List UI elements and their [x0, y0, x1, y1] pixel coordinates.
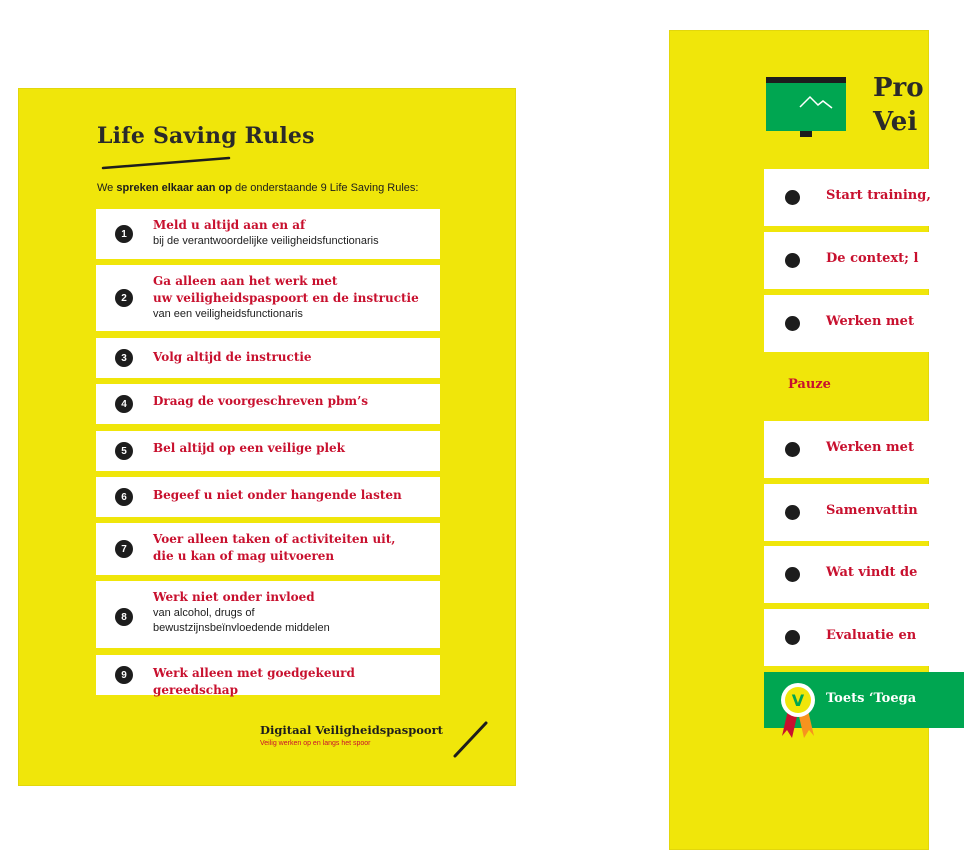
bullet-dot-icon [785, 442, 800, 457]
rule-title: Ga alleen aan het werk met uw veiligheidspaspoort en de instructie [153, 274, 419, 305]
slash-logo-icon [453, 721, 489, 759]
rule-number-badge: 6 [115, 488, 133, 506]
agenda-label: Werken met [826, 314, 914, 329]
svg-text:V: V [791, 691, 805, 710]
agenda-label: De context; l [826, 251, 919, 266]
rule-item-1 [96, 209, 440, 259]
agenda-item-2 [764, 232, 964, 289]
rule-title: Werk niet onder invloed [153, 590, 315, 604]
agenda-item-1 [764, 169, 964, 226]
rule-item-2 [96, 265, 440, 331]
rule-number-badge: 9 [115, 666, 133, 684]
agenda-item-4 [764, 421, 964, 478]
program-title: Pro Vei [873, 73, 924, 137]
rule-number-badge: 1 [115, 225, 133, 243]
rule-title: Meld u altijd aan en af [153, 218, 306, 232]
rule-number-badge: 3 [115, 349, 133, 367]
program-card [669, 30, 929, 850]
agenda-label: Start training, [826, 188, 931, 203]
intro-bold: spreken elkaar aan op [116, 182, 232, 194]
monitor-icon [766, 77, 846, 139]
bullet-dot-icon [785, 630, 800, 645]
rule-title: Voer alleen taken of activiteiten uit, die u kan of mag uitvoeren [153, 532, 396, 563]
agenda-label: Wat vindt de [826, 565, 918, 580]
life-saving-rules-title: Life Saving Rules [97, 123, 315, 149]
agenda-label: Evaluatie en [826, 628, 917, 643]
agenda-item-7 [764, 609, 964, 666]
agenda-item-3 [764, 295, 964, 352]
brand-block [260, 723, 443, 747]
rule-item-4 [96, 384, 440, 424]
bullet-dot-icon [785, 567, 800, 582]
rule-number-badge: 2 [115, 289, 133, 307]
rule-item-3 [96, 338, 440, 378]
rule-number-badge: 7 [115, 540, 133, 558]
rule-item-9 [96, 655, 440, 695]
rule-subtitle: van een veiligheidsfunctionaris [153, 308, 303, 320]
agenda-label: Werken met [826, 440, 914, 455]
rule-item-7 [96, 523, 440, 575]
bullet-dot-icon [785, 505, 800, 520]
rule-title: Bel altijd op een veilige plek [153, 441, 345, 455]
rule-subtitle: van alcohol, drugs of bewustzijnsbeïnvloedende middelen [153, 607, 330, 634]
rule-item-6 [96, 477, 440, 517]
rule-item-8 [96, 581, 440, 648]
intro-prefix: We [97, 182, 117, 194]
life-saving-rules-card [18, 88, 516, 786]
bullet-dot-icon [785, 316, 800, 331]
pause-label: Pauze [788, 377, 831, 392]
rule-title: Begeef u niet onder hangende lasten [153, 488, 402, 502]
agenda-item-6 [764, 546, 964, 603]
bullet-dot-icon [785, 190, 800, 205]
title-underline-stroke [101, 155, 251, 171]
rule-number-badge: 4 [115, 395, 133, 413]
rule-number-badge: 5 [115, 442, 133, 460]
rule-title: Volg altijd de instructie [153, 350, 312, 364]
bullet-dot-icon [785, 253, 800, 268]
brand-name: Digitaal Veiligheidspaspoort [260, 723, 443, 737]
agenda-label: Samenvattin [826, 503, 918, 518]
intro-suffix: de onderstaande 9 Life Saving Rules: [231, 182, 419, 194]
test-label: Toets ‘Toega [826, 691, 917, 706]
rule-number-badge: 8 [115, 608, 133, 626]
rule-item-5 [96, 431, 440, 471]
rule-title: Werk alleen met goedgekeurd gereedschap [153, 666, 355, 697]
rule-subtitle: bij de verantwoordelijke veiligheidsfunctionaris [153, 235, 379, 247]
brand-tagline: Veilig werken op en langs het spoor [260, 740, 371, 747]
rule-title: Draag de voorgeschreven pbm’s [153, 394, 369, 408]
award-ribbon-icon [778, 682, 818, 740]
intro-text [97, 182, 418, 194]
agenda-item-5 [764, 484, 964, 541]
